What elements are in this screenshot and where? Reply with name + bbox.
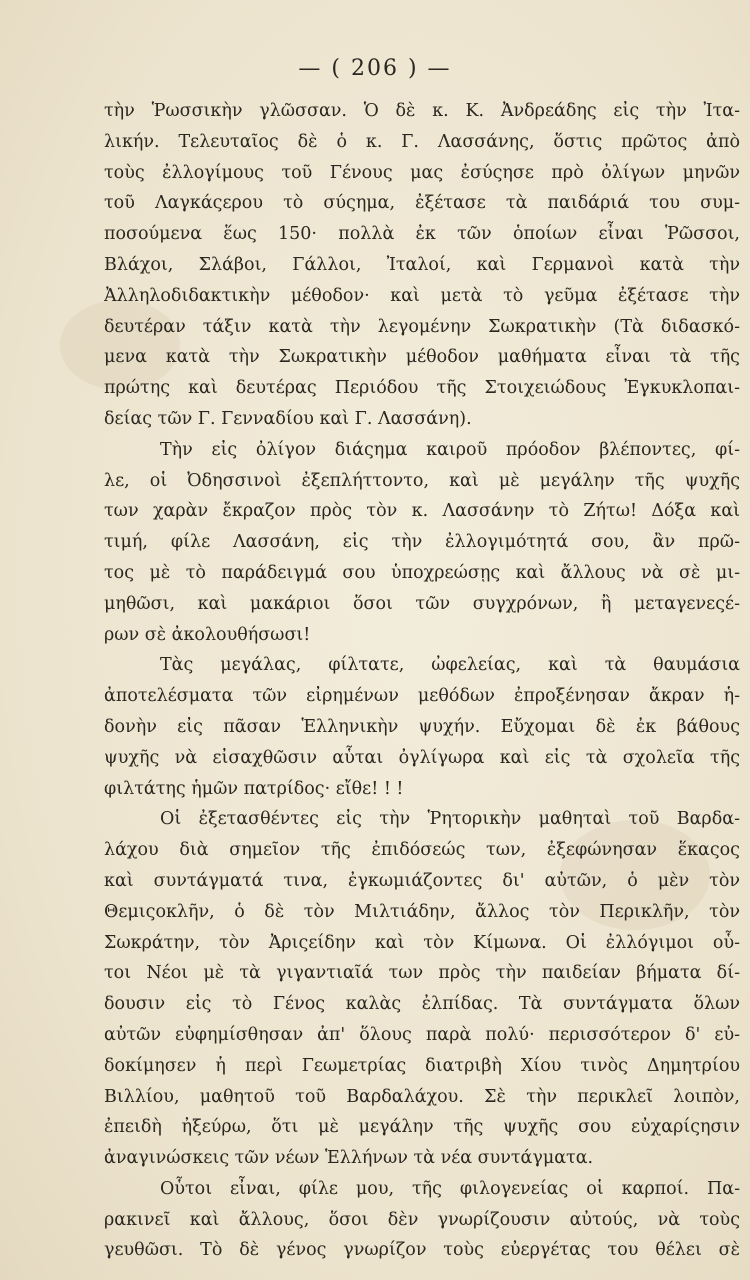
text-line: μενα κατὰ τὴν Σωκρατικὴν μέθοδον μαθήματα εἶναι τὰ τῆς <box>104 347 740 368</box>
text-line: καὶ συντάγματά τινα, ἐγκωμιάζοντες δι' αὐτῶν, ὁ μὲν τὸν <box>104 870 740 891</box>
text-line: ἀποτελέσματα τῶν εἰρημένων μεθόδων ἐπροξένησαν ἄκραν ἡ- <box>104 686 740 707</box>
text-line: ποσούμενα ἕως 150· πολλὰ ἐκ τῶν ὁποίων εἶναι Ῥῶσσοι, <box>104 224 740 245</box>
text-line: δείας τῶν Γ. Γενναδίου καὶ Γ. Λασσάνη). <box>104 408 472 429</box>
text-line: τοὺς ἐλλογίμους τοῦ Γένους μας ἐσύςησε πρὸ ὀλίγων μηνῶν <box>104 162 740 183</box>
text-line: λε, οἱ Ὀδησσινοὶ ἐξεπλήττοντο, καὶ μὲ μεγάλην τῆς ψυχῆς <box>104 470 740 491</box>
text-line: δονὴν εἰς πᾶσαν Ἑλληνικὴν ψυχήν. Εὔχομαι δὲ ἐκ βάθους <box>104 716 740 737</box>
text-line: ψυχῆς νὰ εἰσαχθῶσιν αὗται ὀγλίγωρα καὶ εἰς τὰ σχολεῖα τῆς <box>104 747 740 768</box>
text-line: δευτέραν τάξιν κατὰ τὴν λεγομένην Σωκρατικὴν (Τὰ διδασκό- <box>104 316 740 337</box>
text-line: αὐτῶν εὐφημίσθησαν ἀπ' ὅλους παρὰ πολύ· περισσότερον δ' εὐ- <box>104 1024 740 1045</box>
text-line: ἐπειδὴ ἠξεύρω, ὅτι μὲ μεγάλην τῆς ψυχῆς σου εὐχαρίςησιν <box>104 1117 740 1138</box>
text-line: δουσιν εἰς τὸ Γένος καλὰς ἐλπίδας. Τὰ συντάγματα ὅλων <box>104 994 740 1015</box>
text-line: Οὗτοι εἶναι, φίλε μου, τῆς φιλογενείας οἱ καρποί. Πα- <box>160 1178 740 1199</box>
text-line: τοι Νέοι μὲ τὰ γιγαντιαῖά των πρὸς τὴν παιδείαν βήματα δί- <box>104 963 740 984</box>
text-line: γευθῶσι. Τὸ δὲ γένος γνωρίζον τοὺς εὐεργέτας του θέλει σὲ <box>104 1240 740 1261</box>
text-line: δοκίμησεν ἡ περὶ Γεωμετρίας διατριβὴ Χίου τινὸς Δημητρίου <box>104 1055 740 1076</box>
text-line: Βλάχοι, Σλάβοι, Γάλλοι, Ἰταλοί, καὶ Γερμανοὶ κατὰ τὴν <box>104 254 740 275</box>
text-line: ἀναγινώσκεις τῶν νέων Ἑλλήνων τὰ νέα συντάγματα. <box>104 1148 594 1169</box>
text-line: τιμή, φίλε Λασσάνη, εἰς τὴν ἐλλογιμότητά σου, ἂν πρῶ- <box>104 532 740 553</box>
text-line: Ἀλληλοδιδακτικὴν μέθοδον· καὶ μετὰ τὸ γεῦμα ἐξέτασε τὴν <box>104 285 740 306</box>
text-line: τὴν Ῥωσσικὴν γλῶσσαν. Ὁ δὲ κ. Κ. Ἀνδρεάδης εἰς τὴν Ἰτα- <box>104 101 740 121</box>
text-line: λικήν. Τελευταῖος δὲ ὁ κ. Γ. Λασσάνης, ὅστις πρῶτος ἀπὸ <box>104 131 740 152</box>
text-line: των χαρὰν ἔκραζον πρὸς τὸν κ. Λασσάνην τὸ Ζήτω! Δόξα καὶ <box>104 501 740 522</box>
text-line: Σωκράτην, τὸν Ἀριςείδην καὶ τὸν Κίμωνα. Οἱ ἐλλόγιμοι οὗ- <box>104 932 740 953</box>
text-line: τος μὲ τὸ παράδειγμά σου ὑποχρεώσῃς καὶ ἄλλους νὰ σὲ μι- <box>104 562 740 583</box>
text-line: Οἱ ἐξετασθέντες εἰς τὴν Ῥητορικὴν μαθηταὶ τοῦ Βαρδα- <box>160 809 740 830</box>
text-line: τοῦ Λαγκάςερου τὸ σύςημα, ἐξέτασε τὰ παιδάριά του συμ- <box>104 193 740 214</box>
text-line: Τὴν εἰς ὀλίγον διάςημα καιροῦ πρόοδον βλέποντες, φί- <box>160 439 740 460</box>
text-line: μηθῶσι, καὶ μακάριοι ὅσοι τῶν συγχρόνων, ἢ μεταγενεςέ- <box>104 593 740 614</box>
text-line: ρων σὲ ἀκολουθήσωσι! <box>104 624 311 645</box>
text-line: ρακινεῖ καὶ ἄλλους, ὅσοι δὲν γνωρίζουσιν αὐτούς, νὰ τοὺς <box>104 1209 740 1230</box>
text-line: Θεμιςοκλῆν, ὁ δὲ τὸν Μιλτιάδην, ἄλλος τὸν Περικλῆν, τὸν <box>104 901 740 922</box>
page-number-header: — ( 206 ) — <box>298 56 452 81</box>
text-line: λάχου διὰ σημεῖον τῆς ἐπιδόσεώς των, ἐξεφώνησαν ἕκαςος <box>104 840 740 861</box>
text-line: φιλτάτης ἡμῶν πατρίδος· εἴθε! ! ! <box>104 778 404 799</box>
text-line: Βιλλίου, μαθητοῦ τοῦ Βαρδαλάχου. Σὲ τὴν περικλεῖ λοιπὸν, <box>104 1086 740 1107</box>
text-line: Τὰς μεγάλας, φίλτατε, ὠφελείας, καὶ τὰ θαυμάσια <box>160 655 740 676</box>
text-line: πρώτης καὶ δευτέρας Περιόδου τῆς Στοιχειώδους Ἐγκυκλοπαι- <box>104 378 740 399</box>
body-text <box>104 96 740 1266</box>
